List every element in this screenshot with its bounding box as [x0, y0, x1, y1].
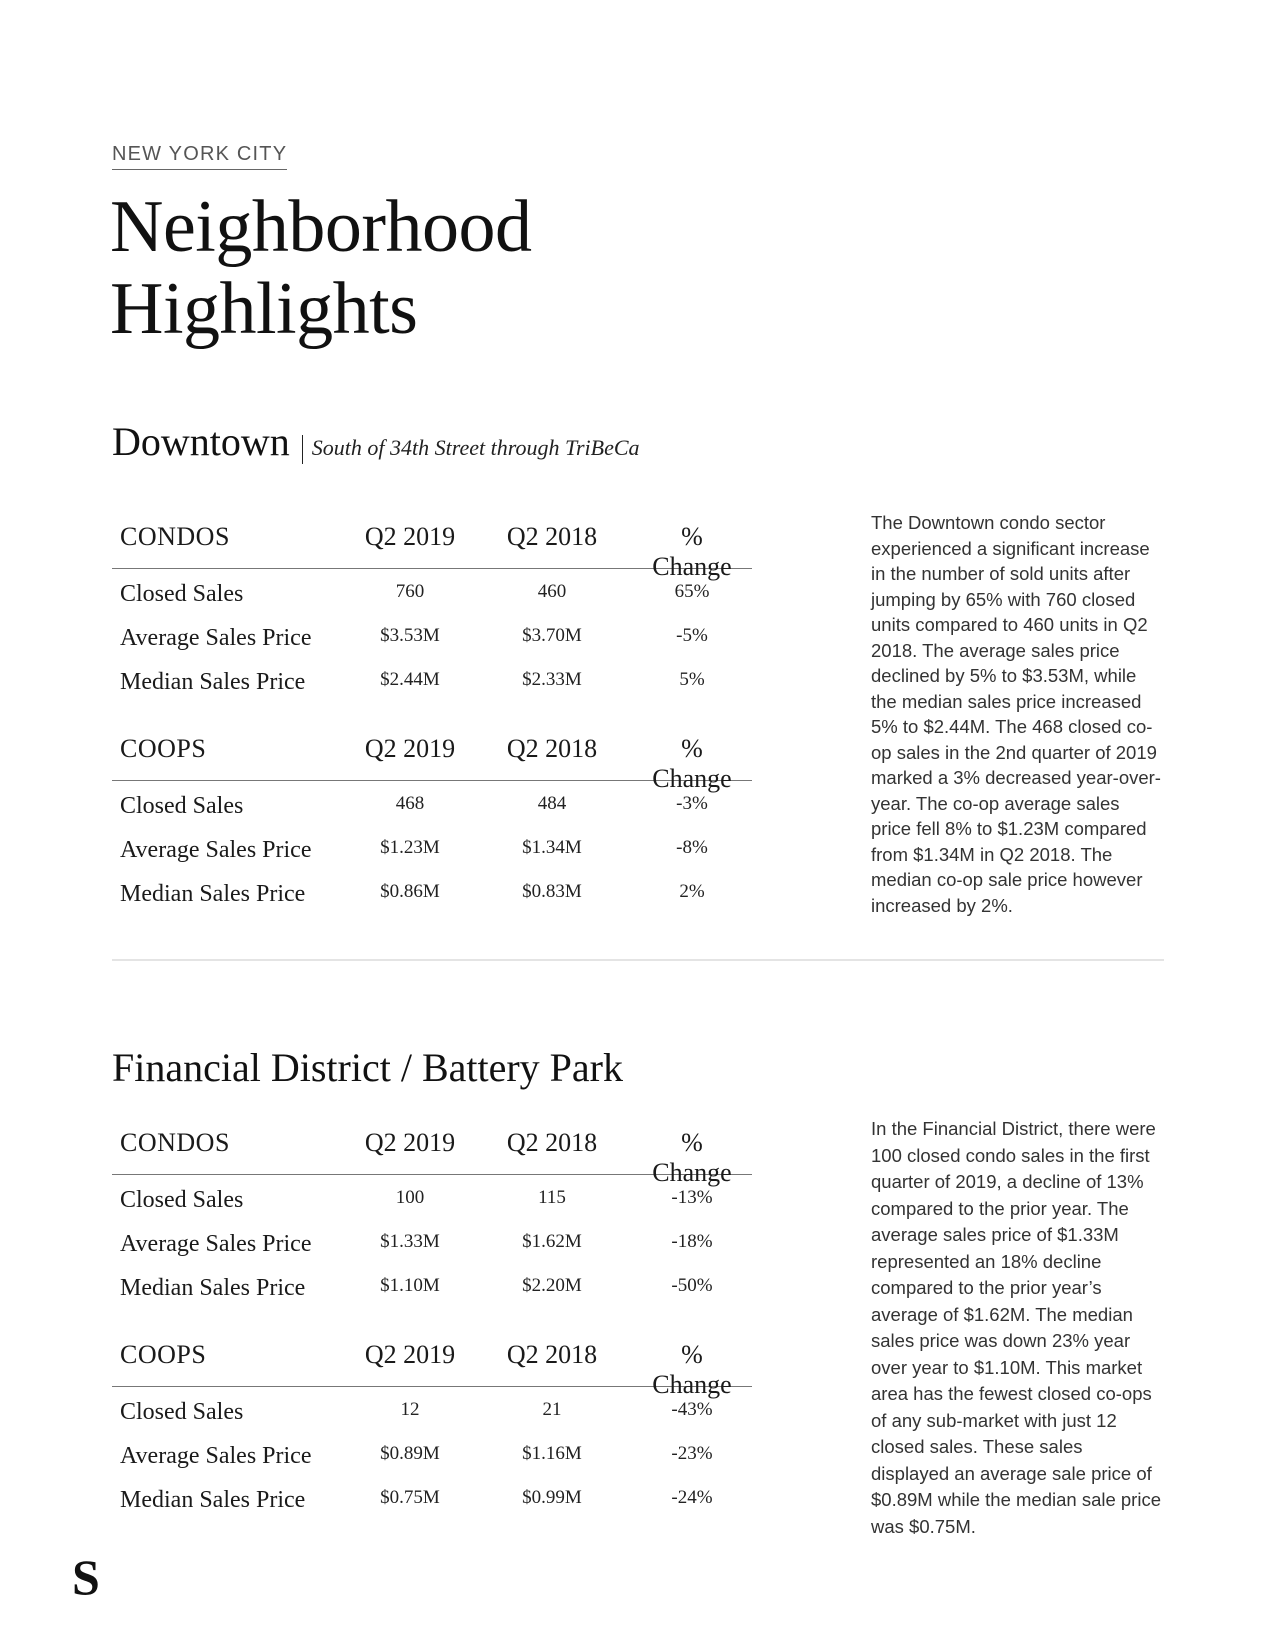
column-header: Q2 2019 — [364, 522, 456, 551]
cell-value: 100 — [395, 1187, 425, 1208]
column-header: % Change — [652, 522, 732, 581]
table-row — [112, 783, 752, 827]
cell-value: $0.83M — [522, 881, 582, 902]
cell-value: 21 — [542, 1399, 562, 1420]
downtown-coops-table — [112, 724, 752, 915]
column-header: Q2 2018 — [506, 522, 598, 551]
cell-value: $3.70M — [522, 625, 582, 646]
cell-value: 115 — [538, 1187, 566, 1208]
cell-value: $1.16M — [522, 1443, 582, 1464]
table-row — [112, 1433, 752, 1477]
cell-value: $3.53M — [380, 625, 440, 646]
row-label: Median Sales Price — [120, 881, 306, 907]
cell-value: -5% — [676, 625, 708, 646]
cell-value: -3% — [676, 793, 708, 814]
row-label: Closed Sales — [120, 793, 244, 819]
cell-value: $1.10M — [380, 1275, 440, 1296]
row-label: Average Sales Price — [120, 1443, 312, 1469]
column-header: Q2 2019 — [364, 734, 456, 763]
table-category: CONDOS — [120, 522, 230, 551]
title-line-1: Neighborhood — [110, 186, 532, 268]
cell-value: -18% — [671, 1231, 713, 1252]
table-category: COOPS — [120, 734, 207, 763]
table-row — [112, 571, 752, 615]
section-divider — [112, 959, 1164, 961]
column-header: Q2 2018 — [506, 734, 598, 763]
page-kicker: NEW YORK CITY — [112, 143, 287, 170]
table-row — [112, 615, 752, 659]
row-label: Average Sales Price — [120, 625, 312, 651]
table-row — [112, 871, 752, 915]
table-row — [112, 1389, 752, 1433]
cell-value: $1.34M — [522, 837, 582, 858]
table-row — [112, 659, 752, 703]
row-label: Closed Sales — [120, 1187, 244, 1213]
cell-value: 468 — [395, 793, 425, 814]
column-header: % Change — [652, 1128, 732, 1187]
cell-value: -43% — [671, 1399, 713, 1420]
table-header — [112, 512, 752, 581]
cell-value: $0.75M — [380, 1487, 440, 1508]
table-header — [112, 1118, 752, 1187]
cell-value: 2% — [679, 881, 705, 902]
cell-value: 12 — [400, 1399, 420, 1420]
downtown-heading — [112, 420, 640, 464]
table-row — [112, 827, 752, 871]
column-header: % Change — [652, 1340, 732, 1399]
title-line-2: Highlights — [110, 268, 418, 350]
row-label: Median Sales Price — [120, 1487, 306, 1513]
cell-value: -13% — [671, 1187, 713, 1208]
cell-value: -50% — [671, 1275, 713, 1296]
cell-value: 65% — [674, 581, 710, 602]
cell-value: -23% — [671, 1443, 713, 1464]
table-row — [112, 1221, 752, 1265]
cell-value: 460 — [537, 581, 567, 602]
cell-value: 760 — [395, 581, 425, 602]
cell-value: $0.86M — [380, 881, 440, 902]
column-header: Q2 2018 — [506, 1128, 598, 1157]
cell-value: 484 — [537, 793, 567, 814]
row-label: Average Sales Price — [120, 1231, 312, 1257]
column-header: Q2 2018 — [506, 1340, 598, 1369]
row-label: Average Sales Price — [120, 837, 312, 863]
cell-value: $0.99M — [522, 1487, 582, 1508]
cell-value: -8% — [676, 837, 708, 858]
table-category: CONDOS — [120, 1128, 230, 1157]
cell-value: 5% — [679, 669, 705, 690]
brand-logo: S — [72, 1549, 100, 1605]
row-label: Closed Sales — [120, 581, 244, 607]
downtown-subtitle: South of 34th Street through TriBeCa — [302, 435, 640, 464]
column-header: % Change — [652, 734, 732, 793]
table-row — [112, 1177, 752, 1221]
cell-value: $2.33M — [522, 669, 582, 690]
fidi-coops-table — [112, 1330, 752, 1521]
row-label: Median Sales Price — [120, 669, 306, 695]
cell-value: -24% — [671, 1487, 713, 1508]
fidi-title: Financial District / Battery Park — [112, 1045, 623, 1090]
row-label: Median Sales Price — [120, 1275, 306, 1301]
column-header: Q2 2019 — [364, 1128, 456, 1157]
table-category: COOPS — [120, 1340, 207, 1369]
cell-value: $1.62M — [522, 1231, 582, 1252]
cell-value: $1.33M — [380, 1231, 440, 1252]
cell-value: $0.89M — [380, 1443, 440, 1464]
downtown-title: Downtown — [112, 419, 290, 464]
column-header: Q2 2019 — [364, 1340, 456, 1369]
table-row — [112, 1477, 752, 1521]
downtown-description: The Downtown condo sector experienced a significant increase in the number of sold units after jumping by 65% with 760 closed units compared to 460 units in Q2 2018. The average sales price declined by 5% to $3.53M, while the median sales price increased 5% to $2.44M. The 468 closed co-op sales in the 2nd quarter of 2019 marked a 3% decreased year-over-year. The co-op average sales price fell 8% to $1.23M compared from $1.34M in Q2 2018. The median co-op sale price however increased by 2%. — [871, 512, 1161, 916]
row-label: Closed Sales — [120, 1399, 244, 1425]
table-row — [112, 1265, 752, 1309]
cell-value: $1.23M — [380, 837, 440, 858]
fidi-description: In the Financial District, there were 100 closed condo sales in the first quarter of 2019, a decline of 13% compared to the prior year. The average sales price of $1.33M represented an 18% decline compared to the prior year’s average of $1.62M. The median sales price was down 23% year over year to $1.10M. This market area has the fewest closed co-ops of any sub-market with just 12 closed sales. These sales displayed an average sale price of $0.89M while the median sale price was $0.75M. — [871, 1118, 1161, 1537]
downtown-condos-table — [112, 512, 752, 703]
table-header — [112, 1330, 752, 1399]
cell-value: $2.44M — [380, 669, 440, 690]
page-title — [110, 186, 532, 350]
fidi-condos-table — [112, 1118, 752, 1309]
fidi-heading — [112, 1046, 623, 1090]
cell-value: $2.20M — [522, 1275, 582, 1296]
table-header — [112, 724, 752, 793]
